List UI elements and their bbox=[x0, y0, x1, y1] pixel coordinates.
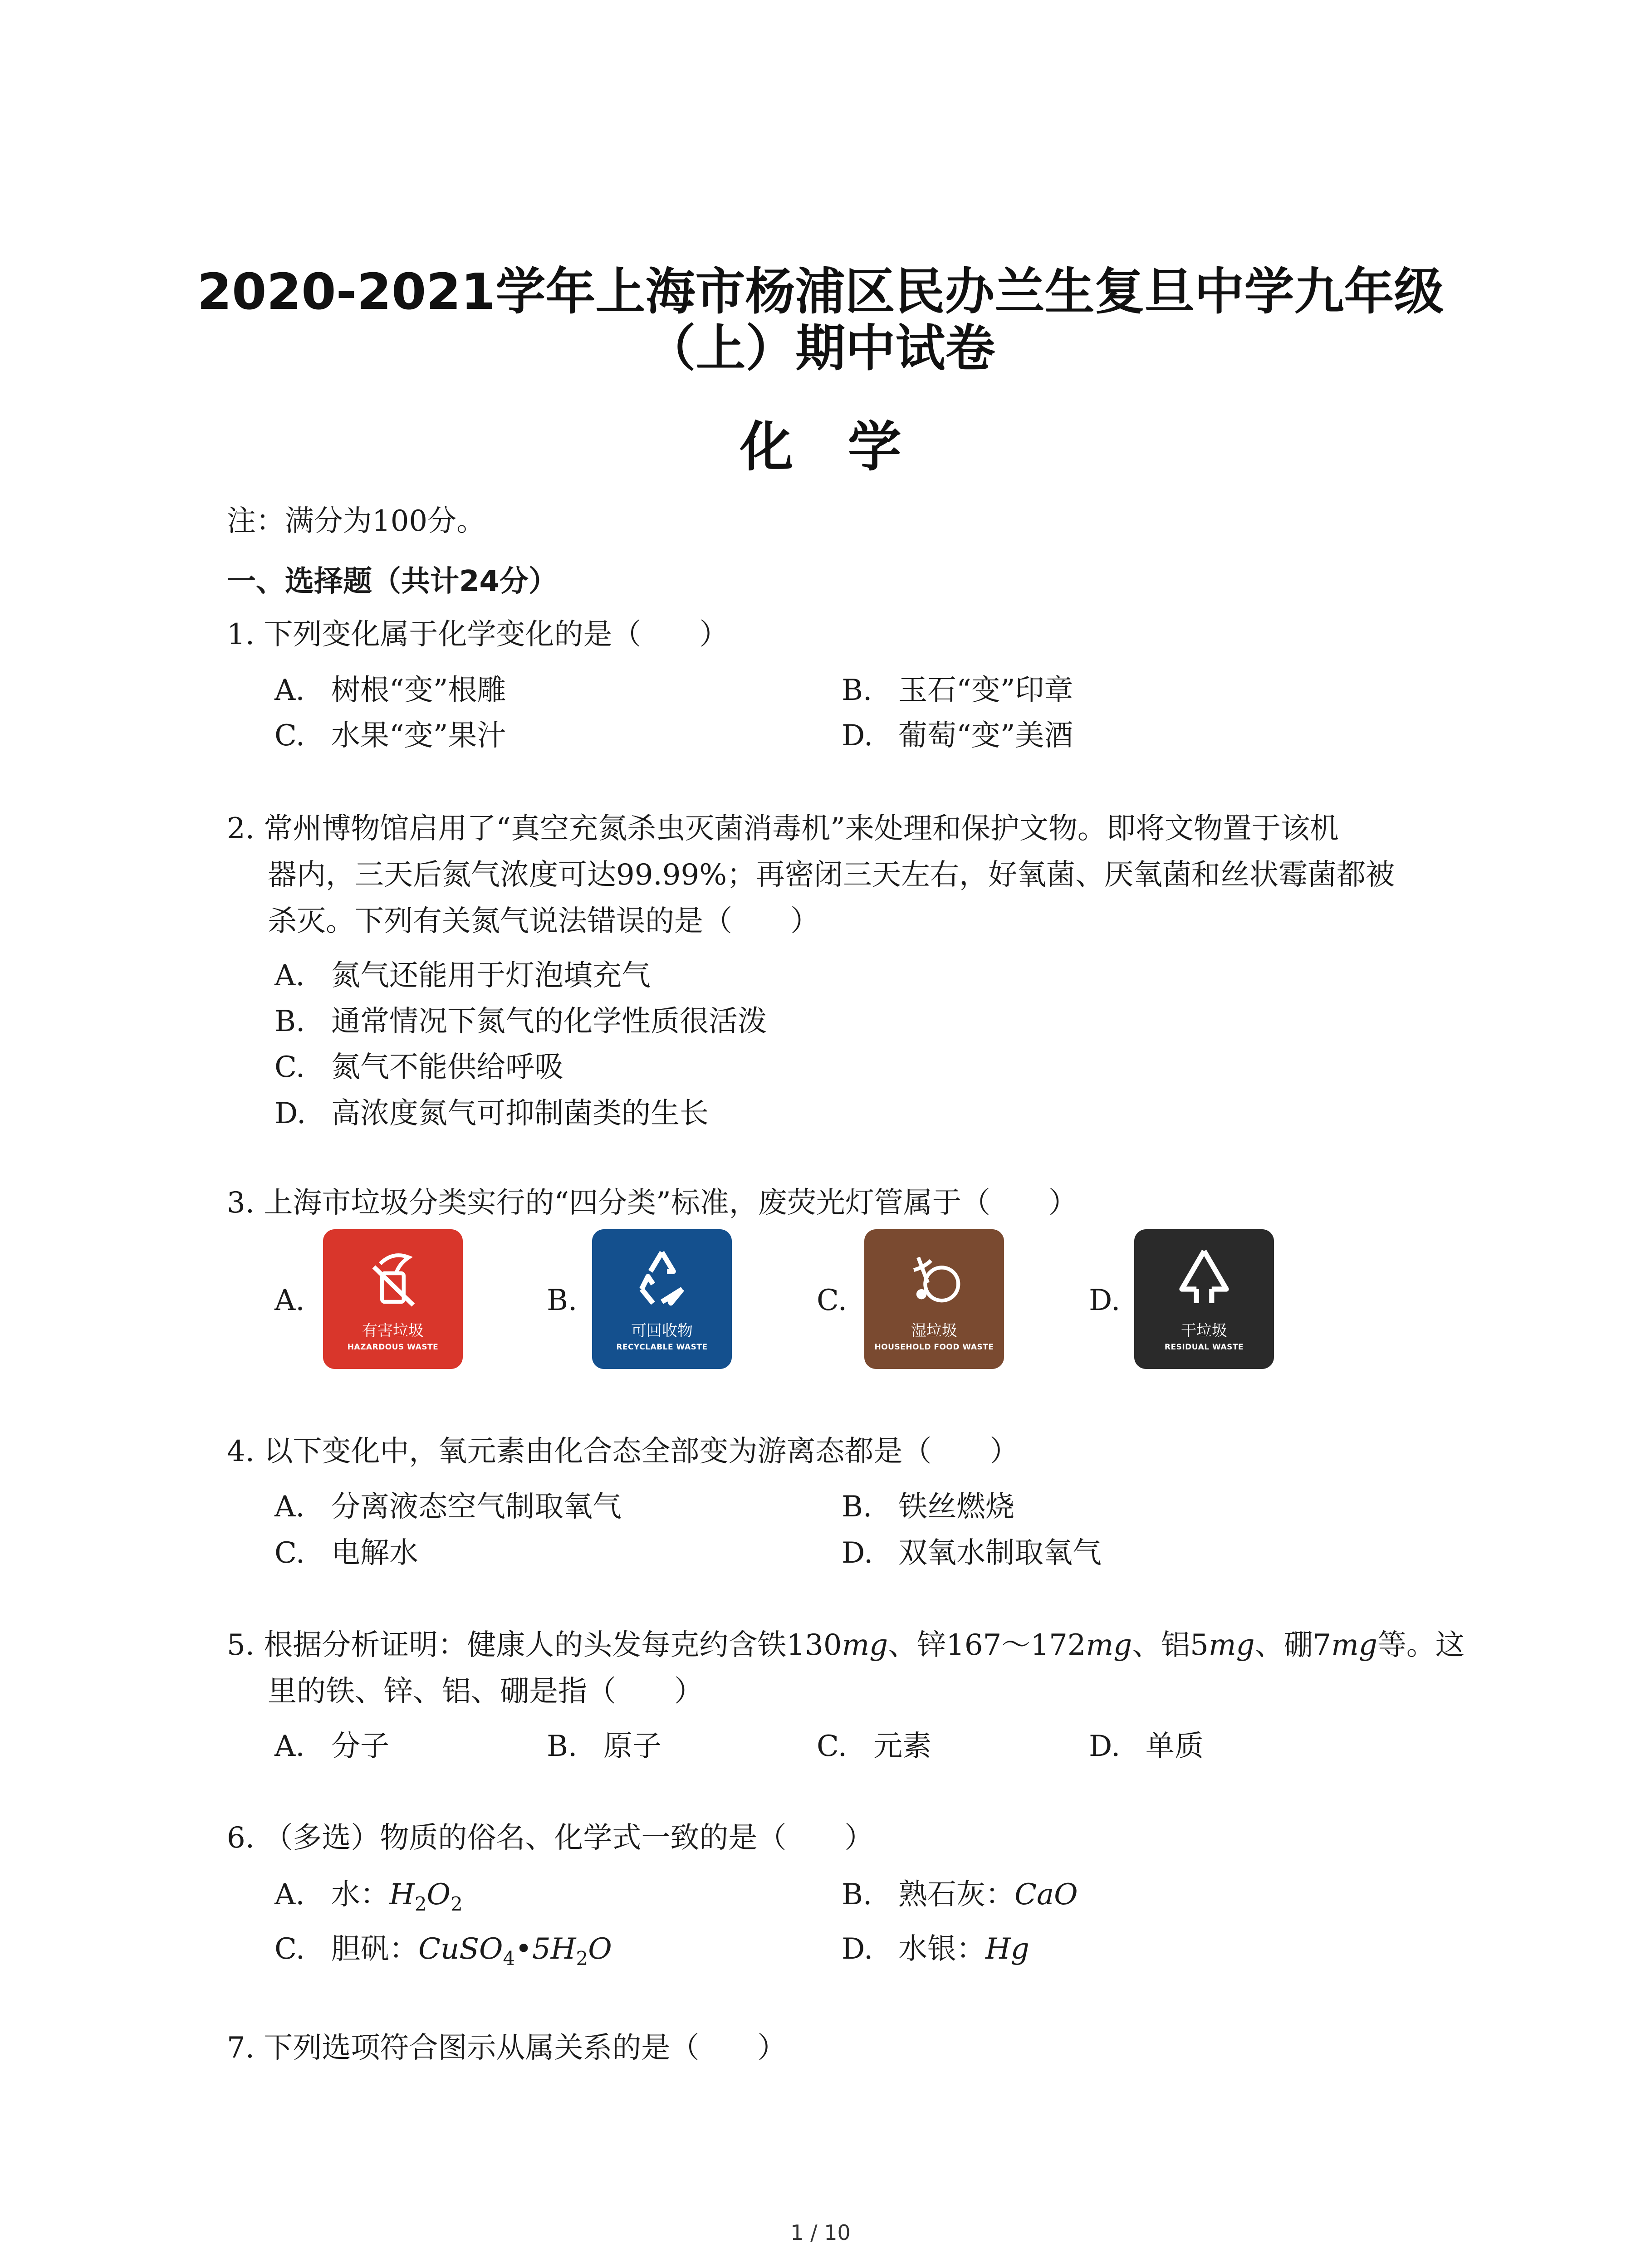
bin-label-en: HOUSEHOLD FOOD WASTE bbox=[874, 1343, 994, 1352]
q6-option-b: B. 熟石灰：CaO bbox=[842, 1878, 1078, 1911]
q5-option-d: D. 单质 bbox=[1089, 1730, 1204, 1763]
q3-option-d-letter: D. bbox=[1089, 1284, 1121, 1317]
q1-option-b: B. 玉石“变”印章 bbox=[842, 674, 1073, 707]
q3-option-c-letter: C. bbox=[817, 1284, 847, 1317]
q1-option-a: A. 树根“变”根雕 bbox=[274, 674, 506, 707]
question-2-stem-line3: 杀灭。下列有关氮气说法错误的是（ ） bbox=[268, 904, 819, 938]
question-5-stem-line1: 5. 根据分析证明：健康人的头发每克约含铁130mg、锌167～172mg、铝5mg、硼7mg等。这 bbox=[227, 1628, 1465, 1662]
subject-title: 化学 bbox=[740, 415, 956, 478]
question-2-stem-line2: 器内，三天后氮气浓度可达99.99%；再密闭三天左右，好氧菌、厌氧菌和丝状霉菌都被 bbox=[268, 858, 1395, 892]
score-note: 注：满分为100分。 bbox=[227, 504, 486, 538]
food-waste-icon bbox=[902, 1245, 966, 1308]
question-5-stem-line2: 里的铁、锌、铝、硼是指（ ） bbox=[268, 1675, 703, 1708]
residual-waste-icon bbox=[1172, 1245, 1236, 1308]
q5-option-b: B. 原子 bbox=[547, 1730, 661, 1763]
recyclable-waste-bin bbox=[592, 1229, 732, 1369]
q2-option-c: C. 氮气不能供给呼吸 bbox=[274, 1051, 563, 1084]
q5-option-a: A. 分子 bbox=[274, 1730, 389, 1763]
q4-option-c: C. 电解水 bbox=[274, 1536, 418, 1570]
bin-label-cn: 干垃圾 bbox=[1181, 1322, 1227, 1340]
q1-option-c: C. 水果“变”果汁 bbox=[274, 719, 506, 753]
recycle-icon bbox=[630, 1245, 694, 1308]
hazardous-waste-bin bbox=[323, 1229, 463, 1369]
q4-option-d: D. 双氧水制取氧气 bbox=[842, 1536, 1102, 1570]
bin-label-cn: 有害垃圾 bbox=[362, 1322, 424, 1340]
q3-option-b-letter: B. bbox=[547, 1284, 578, 1317]
q6-option-a: A. 水：$H_2O_2$ bbox=[274, 1878, 463, 1915]
bin-label-en: RECYCLABLE WASTE bbox=[616, 1343, 708, 1352]
q4-option-a: A. 分离液态空气制取氧气 bbox=[274, 1490, 622, 1524]
bin-label-en: HAZARDOUS WASTE bbox=[347, 1343, 439, 1352]
exam-title-line1: 2020-2021学年上海市杨浦区民办兰生复旦中学九年级 bbox=[197, 263, 1444, 321]
q1-option-d: D. 葡萄“变”美酒 bbox=[842, 719, 1073, 753]
section-heading: 一、选择题（共计24分） bbox=[227, 565, 558, 598]
bin-label-cn: 可回收物 bbox=[631, 1322, 693, 1340]
q5-option-c: C. 元素 bbox=[817, 1730, 931, 1763]
q6-option-c: C. 胆矾：$CuSO_4•5H_2O$ bbox=[274, 1932, 612, 1970]
household-food-waste-bin bbox=[864, 1229, 1004, 1369]
question-3-stem: 3. 上海市垃圾分类实行的“四分类”标准，废荧光灯管属于（ ） bbox=[227, 1186, 1078, 1220]
q4-option-b: B. 铁丝燃烧 bbox=[842, 1490, 1014, 1524]
question-7-stem: 7. 下列选项符合图示从属关系的是（ ） bbox=[227, 2031, 787, 2065]
q6-option-d: D. 水银：Hg bbox=[842, 1932, 1029, 1966]
question-6-stem: 6. （多选）物质的俗名、化学式一致的是（ ） bbox=[227, 1821, 874, 1855]
question-2-stem-line1: 2. 常州博物馆启用了“真空充氮杀虫灭菌消毒机”来处理和保护文物。即将文物置于该机 bbox=[227, 812, 1339, 846]
q3-option-a-letter: A. bbox=[274, 1284, 305, 1317]
q2-option-d: D. 高浓度氮气可抑制菌类的生长 bbox=[274, 1097, 709, 1130]
q2-option-b: B. 通常情况下氮气的化学性质很活泼 bbox=[274, 1005, 767, 1038]
hazardous-waste-icon bbox=[361, 1245, 425, 1308]
question-1-stem: 1. 下列变化属于化学变化的是（ ） bbox=[227, 618, 729, 651]
q2-option-a: A. 氮气还能用于灯泡填充气 bbox=[274, 959, 651, 992]
bin-label-en: RESIDUAL WASTE bbox=[1164, 1343, 1244, 1352]
page-number: 1 / 10 bbox=[790, 2220, 851, 2245]
question-4-stem: 4. 以下变化中，氧元素由化合态全部变为游离态都是（ ） bbox=[227, 1435, 1019, 1468]
exam-title-line2: （上）期中试卷 bbox=[646, 319, 995, 377]
residual-waste-bin bbox=[1134, 1229, 1274, 1369]
bin-label-cn: 湿垃圾 bbox=[911, 1322, 957, 1340]
